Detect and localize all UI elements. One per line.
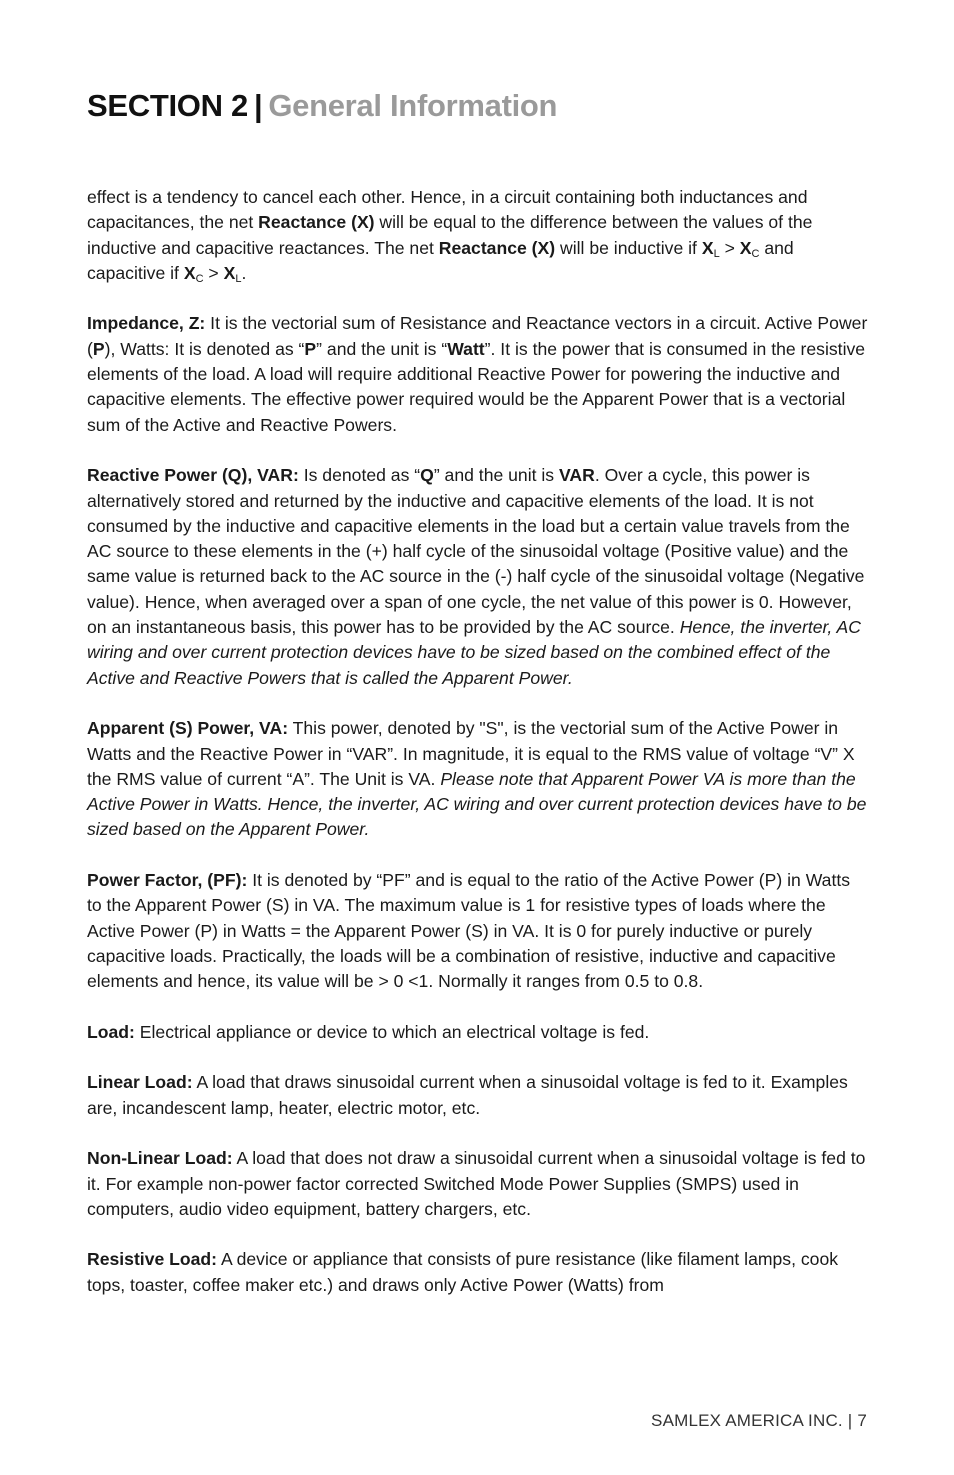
page-footer [651, 1411, 867, 1431]
text-run: ” and the unit is [433, 465, 559, 486]
bold-term: VAR [559, 465, 595, 486]
bold-term: Watt [447, 338, 485, 359]
page-number: 7 [857, 1411, 867, 1430]
text-run: This power, denoted by "S", is the vectorial sum of the Active Power in Watts and the Reactive Power in “VAR”. In magnitude, it is equal to the RMS value of voltage “V” X the RMS value of current “A”. The Unit is VA. [87, 718, 855, 789]
text-run: ” and the unit is “ [316, 338, 448, 359]
section-header [87, 88, 557, 124]
term-label: Power Factor, (PF): [87, 870, 248, 891]
subscript: L [713, 247, 720, 260]
term-label: Linear Load: [87, 1072, 193, 1093]
paragraph-resistive-load [87, 1247, 869, 1298]
symbol-x: X [739, 237, 752, 258]
subscript: C [195, 272, 204, 285]
text-run: . [241, 262, 247, 283]
section-title: General Information [268, 88, 558, 123]
text-run: A device or appliance that consists of pure resistance (like filament lamps, cook tops, toaster, coffee maker etc.) and draws only Active Power (Watts) from [87, 1249, 839, 1295]
body-text [87, 185, 869, 1323]
term-label: Load: [87, 1021, 135, 1042]
text-run: A load that does not draw a sinusoidal current when a sinusoidal voltage is fed to it. For example non-power factor corrected Switched Mode Power Supplies (SMPS) used in computers, audio video equipment, battery chargers, etc. [87, 1148, 866, 1219]
bold-term: P [304, 338, 317, 359]
text-run: and capacitive if [87, 237, 794, 283]
text-run: . Over a cycle, this power is alternatively stored and returned by the inductive and capacitive elements of the load. It is not consumed by the inductive and capacitive elements in the load but a certain value travels from the AC source to these elements in the (+) half cycle of the sinusoidal voltage (Positive value) and the same value is returned back to the AC source in the (-) half cycle of the sinusoidal voltage (Negative value). Hence, when averaged over a span of one cycle, the net value of this power is 0. However, on an instantaneous basis, this power has to be provided by the AC source. [87, 465, 865, 638]
term-label: Impedance, Z: [87, 313, 206, 334]
text-run: will be inductive if [555, 237, 702, 258]
text-run: Electrical appliance or device to which an electrical voltage is fed. [134, 1021, 650, 1042]
term-label: Apparent (S) Power, VA: [87, 718, 289, 739]
bold-term: P [92, 338, 105, 359]
text-run: > [719, 237, 740, 258]
bold-term: Reactance (X) [258, 212, 375, 233]
term-label: Resistive Load: [87, 1249, 218, 1270]
footer-separator: | [847, 1411, 853, 1430]
header-separator: | [253, 88, 263, 123]
subscript: C [751, 247, 760, 260]
text-run: Is denoted as “ [298, 465, 421, 486]
paragraph-impedance [87, 311, 869, 437]
italic-note: Hence, the inverter, AC wiring and over current protection devices have to be sized based on the combined effect of the Active and Reactive Powers that is called the Apparent Power. [87, 617, 861, 688]
paragraph-non-linear-load [87, 1146, 869, 1222]
text-run: > [203, 262, 224, 283]
section-number: SECTION 2 [87, 88, 248, 123]
subscript: L [235, 272, 242, 285]
italic-note: Please note that Apparent Power VA is more than the Active Power in Watts. Hence, the inverter, AC wiring and over current protection devices have to be sized based on the Apparent Power. [87, 768, 867, 840]
term-label: Reactive Power (Q), VAR: [87, 465, 299, 486]
paragraph-apparent-power [87, 716, 869, 842]
bold-term: Q [420, 465, 434, 486]
symbol-x: X [223, 262, 236, 283]
paragraph-linear-load [87, 1070, 869, 1121]
text-run: It is denoted by “PF” and is equal to the ratio of the Active Power (P) in Watts to the Apparent Power (S) in VA. The maximum value is 1 for resistive types of loads where the Active Power (P) in Watts = the Apparent Power (S) in VA. It is 0 for purely inductive or purely capacitive loads. Practically, the loads will be a combination of resistive, inductive and capacitive elements and hence, its value will be > 0 <1. Normally it ranges from 0.5 to 0.8. [87, 870, 851, 992]
text-run: It is the vectorial sum of Resistance and Reactance vectors in a circuit. Active Power ( [87, 313, 868, 359]
text-run: effect is a tendency to cancel each other. Hence, in a circuit containing both inductances and capacitances, the net [87, 187, 808, 233]
symbol-x: X [701, 237, 714, 258]
symbol-x: X [183, 262, 196, 283]
paragraph-power-factor [87, 868, 869, 994]
text-run: will be equal to the difference between the values of the inductive and capacitive reactances. The net [87, 212, 813, 258]
term-label: Non-Linear Load: [87, 1148, 233, 1169]
text-run: A load that draws sinusoidal current when a sinusoidal voltage is fed to it. Examples are, incandescent lamp, heater, electric motor, etc. [87, 1072, 848, 1118]
paragraph-reactive-power [87, 463, 869, 691]
paragraph-load [87, 1020, 869, 1045]
text-run: ), Watts: It is denoted as “ [104, 338, 305, 359]
text-run: ”. It is the power that is consumed in the resistive elements of the load. A load will require additional Reactive Power for powering the inductive and capacitive elements. The effective power required would be the Apparent Power that is a vectorial sum of the Active and Reactive Powers. [87, 338, 866, 435]
company-name: SAMLEX AMERICA INC. [651, 1411, 843, 1430]
bold-term: Reactance (X) [438, 237, 556, 258]
paragraph-reactance-continued [87, 185, 869, 286]
